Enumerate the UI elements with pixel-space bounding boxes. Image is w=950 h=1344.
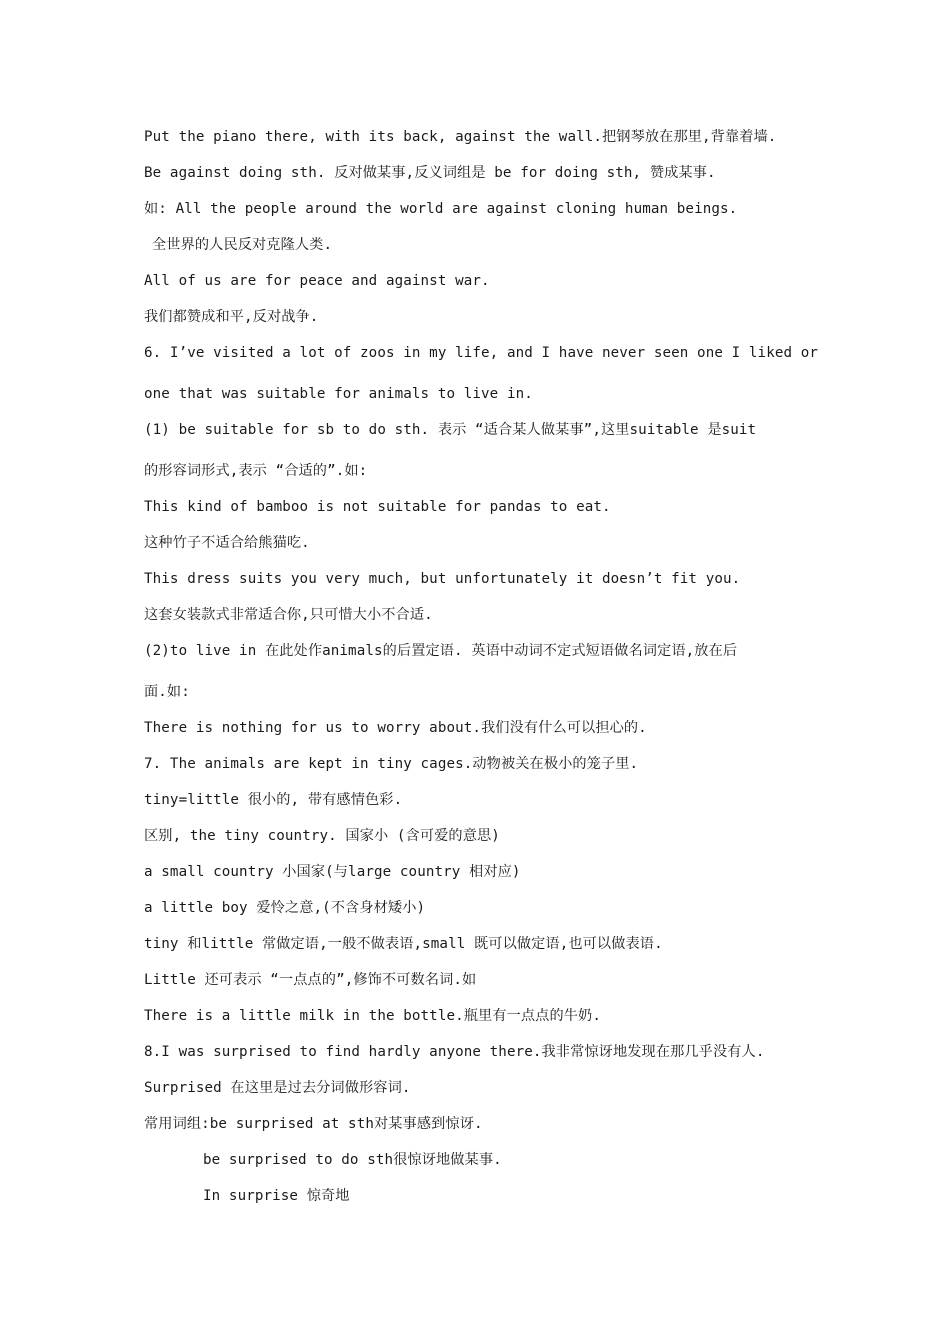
text-line: In surprise 惊奇地 [203, 1188, 350, 1204]
text-line: tiny=little 很小的, 带有感情色彩. [144, 792, 403, 808]
text-line: 8.I was surprised to find hardly anyone there.我非常惊讶地发现在那几乎没有人. [144, 1044, 765, 1060]
text-line: 的形容词形式,表示 “合适的”.如: [144, 463, 368, 479]
text-line: 面.如: [144, 684, 190, 700]
text-line: There is nothing for us to worry about.我们没有什么可以担心的. [144, 720, 647, 736]
text-line: Be against doing sth. 反对做某事,反义词组是 be for doing sth, 赞成某事. [144, 165, 716, 181]
text-line: a little boy 爱怜之意,(不含身材矮小) [144, 900, 426, 916]
text-line: 常用词组:be surprised at sth对某事感到惊讶. [144, 1116, 483, 1132]
text-line: 全世界的人民反对克隆人类. [152, 237, 333, 253]
text-line: This dress suits you very much, but unfortunately it doesn’t fit you. [144, 571, 741, 587]
text-line: one that was suitable for animals to live in. [144, 386, 533, 402]
text-line: (1) be suitable for sb to do sth. 表示 “适合某人做某事”,这里suitable 是suit [144, 422, 757, 438]
text-line: a small country 小国家(与large country 相对应) [144, 864, 521, 880]
text-line: (2)to live in 在此处作animals的后置定语. 英语中动词不定式短语做名词定语,放在后 [144, 643, 738, 659]
text-line: This kind of bamboo is not suitable for pandas to eat. [144, 499, 611, 515]
text-line: 6. I’ve visited a lot of zoos in my life, and I have never seen one I liked or [144, 345, 819, 361]
text-line: 这种竹子不适合给熊猫吃. [144, 535, 310, 551]
text-line: 这套女装款式非常适合你,只可惜大小不合适. [144, 607, 433, 623]
text-line: All of us are for peace and against war. [144, 273, 490, 289]
text-line: 如: All the people around the world are against cloning human beings. [144, 201, 738, 217]
text-line: 7. The animals are kept in tiny cages.动物被关在极小的笼子里. [144, 756, 639, 772]
text-line: Put the piano there, with its back, against the wall.把钢琴放在那里,背靠着墙. [144, 129, 777, 145]
text-line: 区别, the tiny country. 国家小 (含可爱的意思) [144, 828, 500, 844]
text-line: 我们都赞成和平,反对战争. [144, 309, 319, 325]
text-line: There is a little milk in the bottle.瓶里有一点点的牛奶. [144, 1008, 601, 1024]
text-line: tiny 和little 常做定语,一般不做表语,small 既可以做定语,也可以做表语. [144, 936, 663, 952]
text-line: Little 还可表示 “一点点的”,修饰不可数名词.如 [144, 972, 477, 988]
text-line: be surprised to do sth很惊讶地做某事. [203, 1152, 502, 1168]
text-line: Surprised 在这里是过去分词做形容词. [144, 1080, 411, 1096]
